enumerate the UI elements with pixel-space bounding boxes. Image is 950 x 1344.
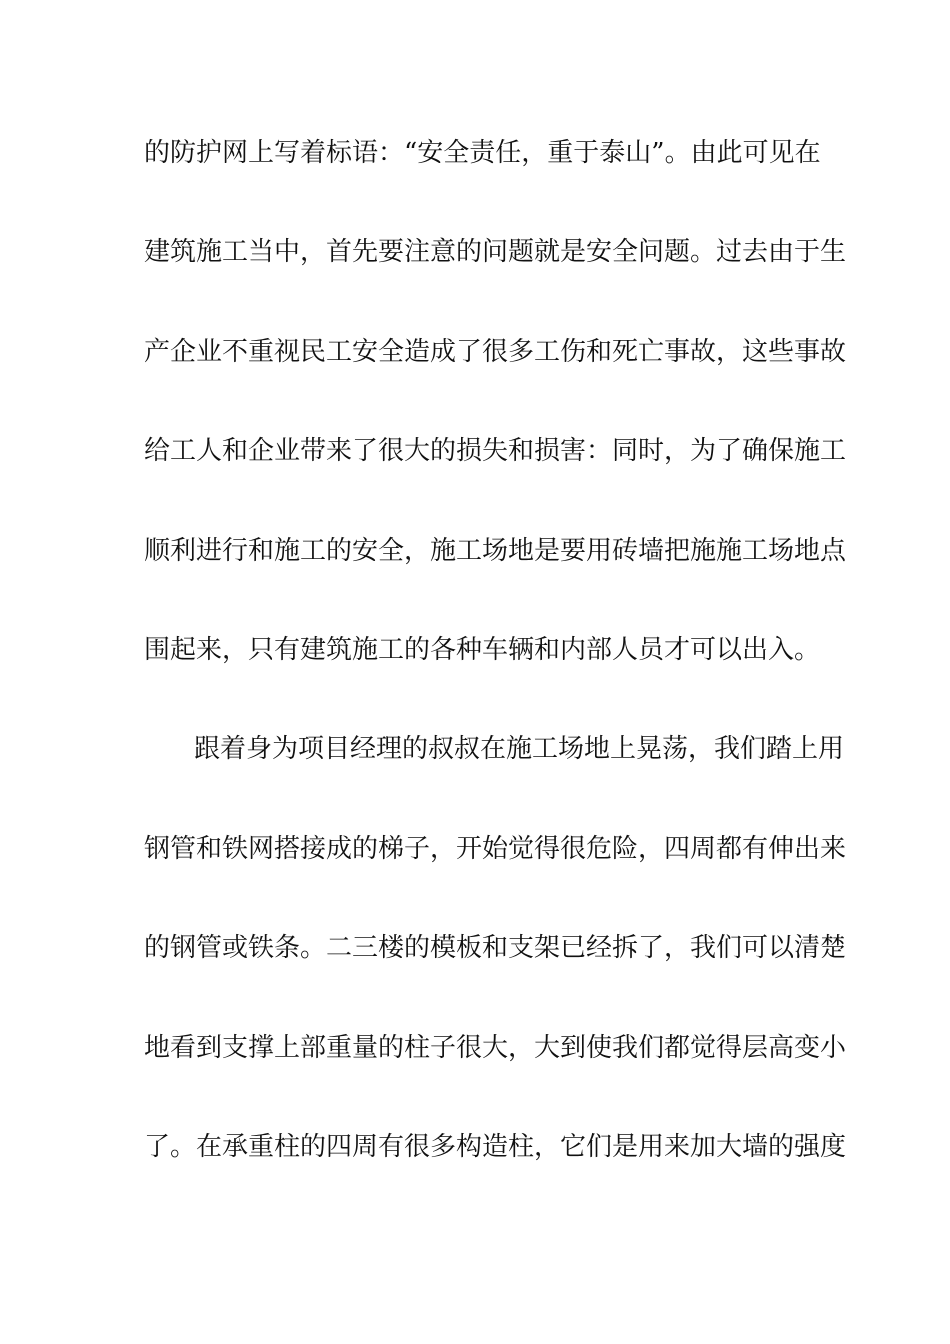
text-line: 跟着身为项目经理的叔叔在施工场地上晃荡，我们踏上用: [194, 734, 845, 764]
text-line: 围起来，只有建筑施工的各种车辆和内部人员才可以出入。: [144, 635, 821, 665]
text-line: 建筑施工当中，首先要注意的问题就是安全问题。过去由于生: [144, 237, 847, 267]
text-line: 的钢管或铁条。二三楼的模板和支架已经拆了，我们可以清楚: [144, 933, 847, 963]
text-line: 了。在承重柱的四周有很多构造柱，它们是用来加大墙的强度: [144, 1132, 847, 1162]
text-line: 钢管和铁网搭接成的梯子，开始觉得很危险，四周都有伸出来: [144, 834, 847, 864]
text-line: 给工人和企业带来了很大的损失和损害：同时，为了确保施工: [144, 436, 847, 466]
text-line: 产企业不重视民工安全造成了很多工伤和死亡事故，这些事故: [144, 337, 847, 367]
text-line: 的防护网上写着标语：“安全责任，重于泰山”。由此可见在: [144, 138, 821, 168]
text-line: 顺利进行和施工的安全，施工场地是要用砖墙把施施工场地点: [144, 536, 847, 566]
text-line: 地看到支撑上部重量的柱子很大，大到使我们都觉得层高变小: [144, 1033, 847, 1063]
